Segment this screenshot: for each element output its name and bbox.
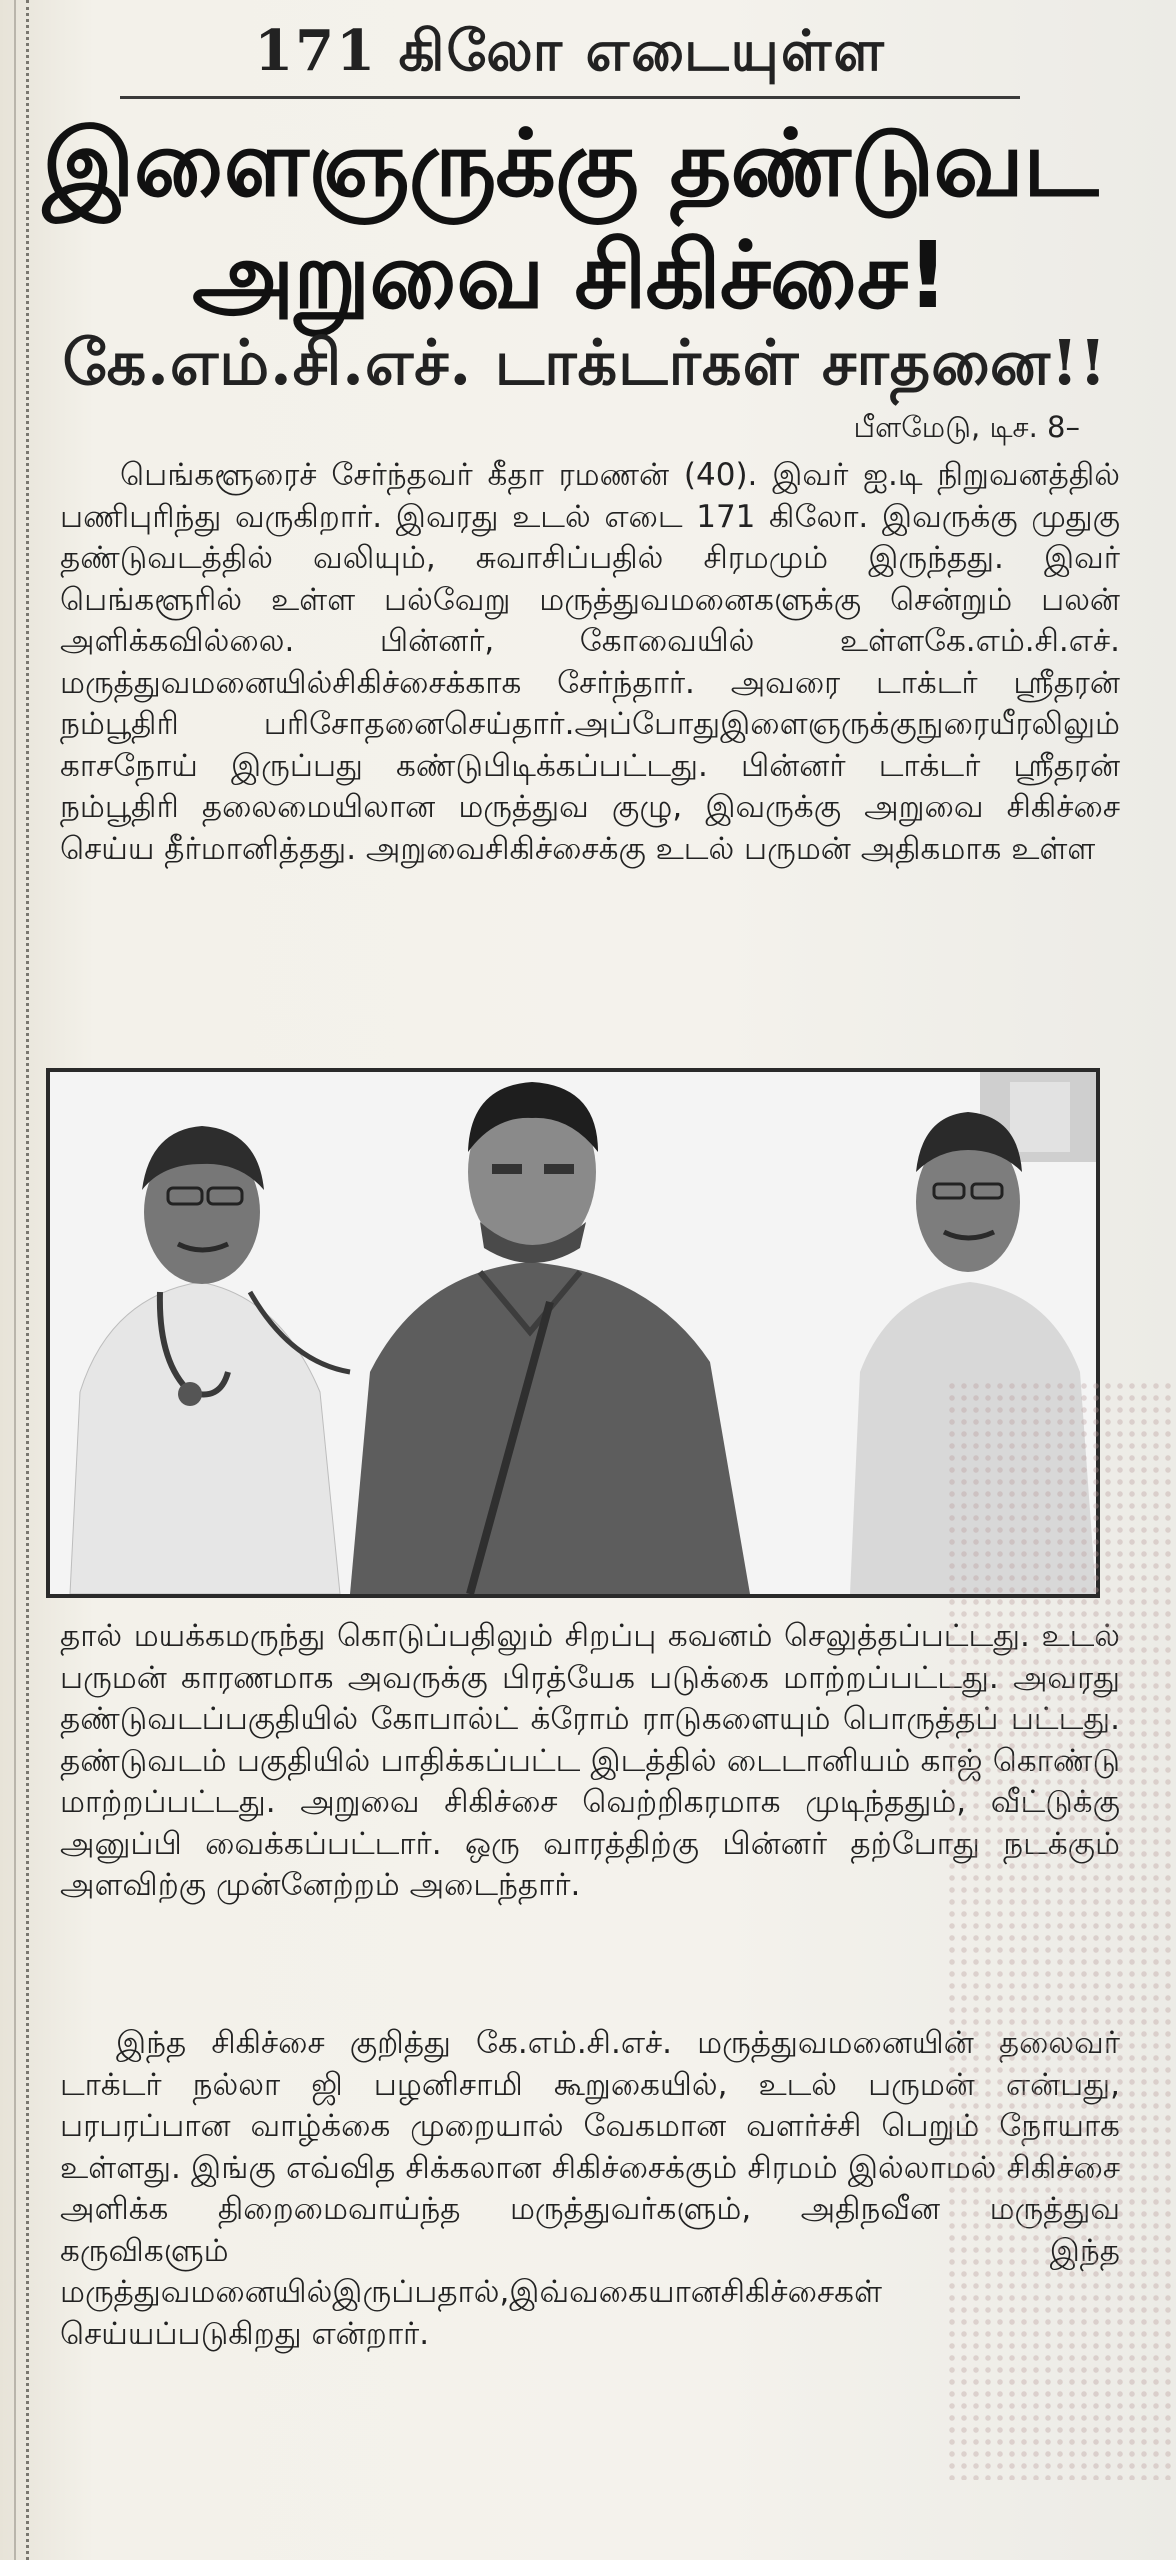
article-kicker: 171 கிலோ எடையுள்ள (254, 18, 886, 84)
print-bleed-halftone (946, 1380, 1176, 2480)
article-photo (46, 1068, 1100, 1598)
body-paragraph-1: பெங்களூரைச் சேர்ந்தவர் கீதா ரமணன் (40). இவர் ஐ.டி நிறுவனத்தில் பணிபுரிந்து வருகிறார். இவரது உடல் எடை 171 கிலோ. இவருக்கு முதுகு தண்டுவடத்தில் வலியும், சுவாசிப்பதில் சிரமமும் இருந்தது. இவர் பெங்களூரில் உள்ள பல்வேறு மருத்துவமனைகளுக்கு சென்றும் பலன் அளிக்கவில்லை. பின்னர், கோவையில் உள்ளகே.எம்.சி.எச். மருத்துவமனையில்சிகிச்சைக்காக சேர்ந்தார். அவரை டாக்டர் ஸ்ரீதரன் நம்பூதிரி பரிசோதனைசெய்தார்.அப்போதுஇளைஞருக்குநுரையீரலிலும் காசநோய் இருப்பது கண்டுபிடிக்கப்பட்டது. பின்னர் டாக்டர் ஸ்ரீதரன் நம்பூதிரி தலைமையிலான மருத்துவ குழு, இவருக்கு அறுவை சிகிச்சை செய்ய தீர்மானித்தது. அறுவைசிகிச்சைக்கு உடல் பருமன் அதிகமாக உள்ள (60, 457, 1120, 867)
column-dotted-rule (26, 0, 29, 2560)
dateline: பீளமேடு, டிச. 8– (853, 410, 1080, 444)
body-paragraph-2: தால் மயக்கமருந்து கொடுப்பதிலும் சிறப்பு கவனம் செலுத்தப்பட்டது. உடல் பருமன் காரணமாக அவருக்கு பிரத்யேக படுக்கை மாற்றப்பட்டது. அவரது தண்டுவடப்பகுதியில் கோபால்ட் க்ரோம் ராடுகளையும் பொருத்தப் பட்டது. தண்டுவடம் பகுதியில் பாதிக்கப்பட்ட இடத்தில் டைடானியம் காஜ் கொண்டு மாற்றப்பட்டது. அறுவை சிகிச்சை வெற்றிகரமாக முடிந்ததும், வீட்டுக்கு அனுப்பி வைக்கப்பட்டார். ஒரு வாரத்திற்கு பின்னர் தற்போது நடக்கும் அளவிற்கு முன்னேற்றம் அடைந்தார். (60, 1618, 1120, 1903)
kicker-rule (120, 96, 1020, 99)
photo-illustration (50, 1072, 1096, 1594)
headline-line-2: அறுவை சிகிச்சை! (192, 222, 948, 329)
column-edge-rule (14, 0, 16, 2560)
headline-line-1: இளைஞருக்கு தண்டுவட (42, 110, 1098, 217)
subheadline: கே.எம்.சி.எச். டாக்டர்கள் சாதனை!! (62, 326, 1108, 399)
body-paragraph-3: இந்த சிகிச்சை குறித்து கே.எம்.சி.எச். மருத்துவமனையின் தலைவர் டாக்டர் நல்லா ஜி பழனிசாமி கூறுகையில், உடல் பருமன் என்பது, பரபரப்பான வாழ்க்கை முறையால் வேகமான வளர்ச்சி பெறும் நோயாக உள்ளது. இங்கு எவ்வித சிக்கலான சிகிச்சைக்கும் சிரமம் இல்லாமல் சிகிச்சை அளிக்க திறைமைவாய்ந்த மருத்துவர்களும், அதிநவீன மருத்துவ கருவிகளும் இந்த மருத்துவமனையில்இருப்பதால்,இவ்வகையானசிகிச்சைகள் செய்யப்படுகிறது என்றார். (60, 2025, 1120, 2352)
